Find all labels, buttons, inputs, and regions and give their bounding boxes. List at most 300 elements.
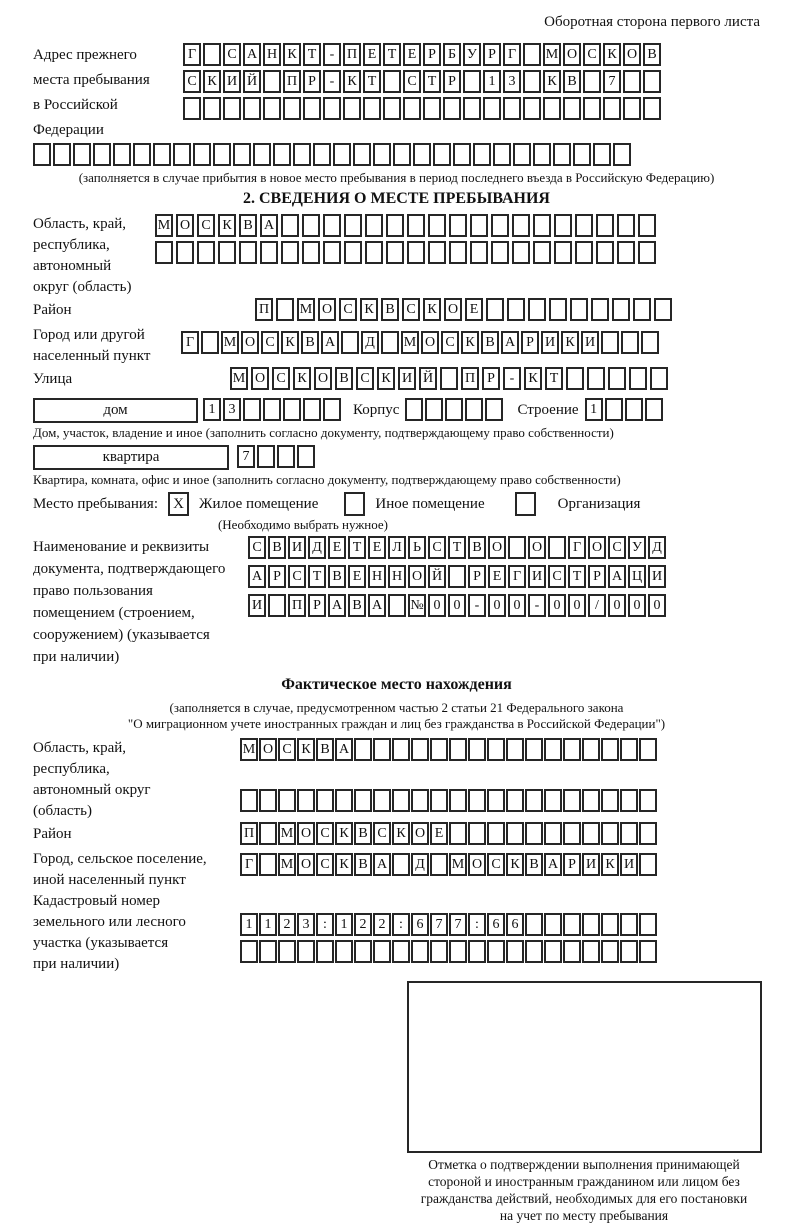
char-cell xyxy=(463,97,481,120)
fact-title: Фактическое место нахождения xyxy=(281,676,512,693)
char-cell xyxy=(620,940,638,963)
char-cell xyxy=(393,143,411,166)
char-cell xyxy=(543,97,561,120)
char-cell: О xyxy=(623,43,641,66)
char-cell xyxy=(507,298,525,321)
char-cell xyxy=(582,789,600,812)
kadastr-row-2 xyxy=(240,940,658,965)
char-cell xyxy=(503,97,521,120)
char-cell xyxy=(373,738,391,761)
char-cell xyxy=(259,789,277,812)
char-cell: Т xyxy=(308,565,326,588)
char-cell: : xyxy=(468,913,486,936)
char-cell xyxy=(583,70,601,93)
fact-rayon-row xyxy=(240,822,658,847)
char-cell xyxy=(468,789,486,812)
char-cell: 0 xyxy=(548,594,566,617)
char-cell xyxy=(273,143,291,166)
char-cell: В xyxy=(335,367,353,390)
char-cell: Р xyxy=(423,43,441,66)
char-cell xyxy=(303,97,321,120)
char-cell: 7 xyxy=(449,913,467,936)
char-cell xyxy=(403,97,421,120)
char-cell xyxy=(470,241,488,264)
char-cell xyxy=(354,738,372,761)
char-cell xyxy=(373,789,391,812)
label-line: при наличии) xyxy=(33,956,120,972)
char-cell xyxy=(430,789,448,812)
char-cell: М xyxy=(543,43,561,66)
char-cell xyxy=(268,594,286,617)
char-cell xyxy=(155,241,173,264)
char-cell: Р xyxy=(521,331,539,354)
char-cell xyxy=(381,331,399,354)
char-cell: И xyxy=(541,331,559,354)
char-cell xyxy=(293,143,311,166)
char-cell xyxy=(639,789,657,812)
char-cell: 1 xyxy=(203,398,221,421)
char-cell xyxy=(582,738,600,761)
char-cell: К xyxy=(281,331,299,354)
char-cell: 2 xyxy=(278,913,296,936)
char-cell: Р xyxy=(268,565,286,588)
char-cell: / xyxy=(588,594,606,617)
char-cell: Д xyxy=(648,536,666,559)
char-cell xyxy=(506,789,524,812)
char-cell: С xyxy=(583,43,601,66)
label-line: населенный пункт xyxy=(33,348,151,364)
char-cell xyxy=(263,398,281,421)
char-cell xyxy=(430,940,448,963)
char-cell xyxy=(411,738,429,761)
stroenie-cells xyxy=(585,398,665,423)
char-cell xyxy=(523,70,541,93)
char-cell xyxy=(323,214,341,237)
label-line: автономный xyxy=(33,258,112,274)
char-cell xyxy=(654,298,672,321)
char-cell: А xyxy=(335,738,353,761)
char-cell: 0 xyxy=(648,594,666,617)
fact-oblast-row-2 xyxy=(240,789,658,814)
char-cell xyxy=(33,143,51,166)
char-cell: Ц xyxy=(628,565,646,588)
char-cell xyxy=(405,398,423,421)
char-cell xyxy=(601,789,619,812)
char-cell xyxy=(525,940,543,963)
mesto-note: (Необходимо выбрать нужное) xyxy=(217,517,389,532)
char-cell xyxy=(621,331,639,354)
prev-address-block xyxy=(33,43,760,143)
char-cell: В xyxy=(301,331,319,354)
char-cell xyxy=(487,738,505,761)
char-cell: П xyxy=(240,822,258,845)
char-cell: 7 xyxy=(430,913,448,936)
mesto-label: Место пребывания: xyxy=(33,496,158,512)
char-cell: Е xyxy=(368,536,386,559)
char-cell xyxy=(283,97,301,120)
char-cell: 1 xyxy=(335,913,353,936)
char-cell: Е xyxy=(348,565,366,588)
char-cell: О xyxy=(408,565,426,588)
char-cell xyxy=(448,565,466,588)
char-cell xyxy=(554,241,572,264)
label-line: округ (область) xyxy=(33,279,132,295)
char-cell: К xyxy=(293,367,311,390)
label-line: иной населенный пункт xyxy=(33,872,186,888)
char-cell: 1 xyxy=(259,913,277,936)
char-cell: К xyxy=(283,43,301,66)
char-cell: О xyxy=(421,331,439,354)
char-cell: - xyxy=(323,43,341,66)
char-cell xyxy=(259,822,277,845)
char-cell: 0 xyxy=(508,594,526,617)
oblast-label xyxy=(33,214,155,298)
char-cell xyxy=(240,789,258,812)
char-cell: С xyxy=(487,853,505,876)
gorod-label xyxy=(33,325,181,367)
char-cell: О xyxy=(251,367,269,390)
char-cell xyxy=(257,445,275,468)
char-cell xyxy=(523,97,541,120)
oblast-rows xyxy=(155,214,659,268)
char-cell: С xyxy=(403,70,421,93)
prev-address-rows xyxy=(183,43,663,124)
char-cell xyxy=(508,536,526,559)
checkbox-organizatsiya xyxy=(515,492,536,516)
char-cell: И xyxy=(398,367,416,390)
char-cell: Е xyxy=(488,565,506,588)
char-cell xyxy=(548,536,566,559)
option-zhiloe-label: Жилое помещение xyxy=(199,496,319,512)
char-cell: В xyxy=(354,822,372,845)
char-cell xyxy=(297,940,315,963)
char-cell xyxy=(392,853,410,876)
char-cell xyxy=(506,940,524,963)
korpus-label: Корпус xyxy=(353,402,400,418)
char-cell xyxy=(523,43,541,66)
char-cell: С xyxy=(223,43,241,66)
char-cell: С xyxy=(608,536,626,559)
char-cell xyxy=(473,143,491,166)
char-cell xyxy=(487,940,505,963)
char-cell xyxy=(554,214,572,237)
char-cell xyxy=(506,822,524,845)
char-cell: Й xyxy=(419,367,437,390)
fact-oblast-rows xyxy=(240,738,658,816)
char-cell xyxy=(428,214,446,237)
char-cell: С xyxy=(316,822,334,845)
kvartira-block xyxy=(33,445,760,472)
char-cell xyxy=(638,214,656,237)
char-cell xyxy=(491,214,509,237)
char-cell: К xyxy=(343,70,361,93)
char-cell: С xyxy=(197,214,215,237)
fact-oblast-label xyxy=(33,738,240,822)
kvartira-box: квартира xyxy=(33,445,229,470)
char-cell xyxy=(365,241,383,264)
char-cell: К xyxy=(423,298,441,321)
char-cell xyxy=(259,853,277,876)
char-cell xyxy=(525,822,543,845)
char-cell: Й xyxy=(243,70,261,93)
label-line: право пользования xyxy=(33,583,153,599)
char-cell xyxy=(575,241,593,264)
char-cell xyxy=(383,97,401,120)
fact-gorod-block xyxy=(33,849,760,891)
page-side-note: Оборотная сторона первого листа xyxy=(544,14,760,30)
char-cell: 1 xyxy=(240,913,258,936)
char-cell: С xyxy=(356,367,374,390)
char-cell: О xyxy=(468,853,486,876)
char-cell xyxy=(641,331,659,354)
char-cell xyxy=(544,738,562,761)
char-cell: 0 xyxy=(568,594,586,617)
char-cell: И xyxy=(620,853,638,876)
char-cell xyxy=(544,940,562,963)
char-cell xyxy=(525,738,543,761)
char-cell: - xyxy=(503,367,521,390)
char-cell: И xyxy=(288,536,306,559)
stamp-area xyxy=(378,981,790,1224)
ulitsa-block xyxy=(33,367,760,394)
char-cell: 0 xyxy=(628,594,646,617)
char-cell xyxy=(259,940,277,963)
char-cell xyxy=(513,143,531,166)
char-cell xyxy=(341,331,359,354)
char-cell: О xyxy=(314,367,332,390)
oblast-row-2 xyxy=(155,241,659,266)
char-cell xyxy=(544,822,562,845)
char-cell xyxy=(601,940,619,963)
char-cell: Р xyxy=(482,367,500,390)
char-cell: Е xyxy=(403,43,421,66)
char-cell: О xyxy=(488,536,506,559)
rayon-label: Район xyxy=(33,302,72,318)
char-cell: И xyxy=(223,70,241,93)
char-cell: : xyxy=(392,913,410,936)
stamp-caption-line: на учет по месту пребывания xyxy=(499,1208,669,1223)
char-cell: 0 xyxy=(488,594,506,617)
dom-cells xyxy=(203,398,343,423)
char-cell: К xyxy=(461,331,479,354)
char-cell xyxy=(468,940,486,963)
char-cell xyxy=(354,789,372,812)
char-cell: В xyxy=(468,536,486,559)
char-cell: А xyxy=(243,43,261,66)
char-cell xyxy=(566,367,584,390)
char-cell xyxy=(277,445,295,468)
char-cell xyxy=(587,367,605,390)
char-cell xyxy=(449,940,467,963)
char-cell: П xyxy=(288,594,306,617)
korpus-cells xyxy=(405,398,505,423)
char-cell: У xyxy=(628,536,646,559)
char-cell xyxy=(263,97,281,120)
char-cell xyxy=(525,913,543,936)
section2-title: 2. СВЕДЕНИЯ О МЕСТЕ ПРЕБЫВАНИЯ xyxy=(243,190,550,207)
char-cell xyxy=(493,143,511,166)
char-cell xyxy=(563,789,581,812)
char-cell: Р xyxy=(483,43,501,66)
char-cell: И xyxy=(581,331,599,354)
char-cell xyxy=(373,940,391,963)
label-line: земельного или лесного xyxy=(33,914,186,930)
char-cell xyxy=(596,214,614,237)
char-cell xyxy=(443,97,461,120)
mesto-prebyvaniya-row xyxy=(33,492,760,516)
char-cell: : xyxy=(316,913,334,936)
char-cell: Т xyxy=(348,536,366,559)
char-cell: - xyxy=(468,594,486,617)
char-cell xyxy=(407,214,425,237)
char-cell: С xyxy=(548,565,566,588)
fact-oblast-row-1 xyxy=(240,738,658,763)
char-cell xyxy=(605,398,623,421)
char-cell: К xyxy=(392,822,410,845)
char-cell xyxy=(449,738,467,761)
char-cell xyxy=(563,940,581,963)
char-cell: М xyxy=(278,853,296,876)
char-cell xyxy=(388,594,406,617)
char-cell xyxy=(73,143,91,166)
ulitsa-label: Улица xyxy=(33,371,73,387)
char-cell xyxy=(583,97,601,120)
char-cell xyxy=(297,789,315,812)
char-cell xyxy=(549,298,567,321)
char-cell: Б xyxy=(443,43,461,66)
char-cell xyxy=(620,913,638,936)
char-cell xyxy=(463,70,481,93)
char-cell xyxy=(239,241,257,264)
char-cell: У xyxy=(463,43,481,66)
label-line: республика, xyxy=(33,761,110,777)
gorod-block xyxy=(33,325,760,367)
label-line: Федерации xyxy=(33,122,104,138)
char-cell xyxy=(449,822,467,845)
char-cell: И xyxy=(648,565,666,588)
char-cell xyxy=(53,143,71,166)
char-cell xyxy=(487,789,505,812)
char-cell: К xyxy=(297,738,315,761)
char-cell xyxy=(453,143,471,166)
char-cell xyxy=(392,738,410,761)
char-cell: М xyxy=(401,331,419,354)
char-cell: В xyxy=(525,853,543,876)
char-cell: Е xyxy=(363,43,381,66)
char-cell: М xyxy=(240,738,258,761)
char-cell xyxy=(243,398,261,421)
char-cell xyxy=(643,97,661,120)
char-cell xyxy=(433,143,451,166)
char-cell: Т xyxy=(568,565,586,588)
char-cell xyxy=(575,214,593,237)
prev-address-caption: (заполняется в случае прибытия в новое место пребывания в период последнего въезда в Российскую Федерацию) xyxy=(78,170,715,185)
char-cell: № xyxy=(408,594,426,617)
char-cell: К xyxy=(377,367,395,390)
char-cell: Н xyxy=(368,565,386,588)
doc-block xyxy=(33,536,760,668)
char-cell xyxy=(386,241,404,264)
char-cell: О xyxy=(563,43,581,66)
doc-row-3 xyxy=(248,594,668,619)
char-cell xyxy=(425,398,443,421)
char-cell: С xyxy=(339,298,357,321)
char-cell: М xyxy=(230,367,248,390)
stamp-caption-line: Отметка о подтверждении выполнения принимающей xyxy=(428,1157,740,1172)
char-cell xyxy=(617,241,635,264)
char-cell xyxy=(278,940,296,963)
char-cell: О xyxy=(259,738,277,761)
char-cell xyxy=(593,143,611,166)
char-cell xyxy=(582,822,600,845)
char-cell: 7 xyxy=(603,70,621,93)
char-cell xyxy=(413,143,431,166)
char-cell xyxy=(643,70,661,93)
kadastr-row-1 xyxy=(240,913,658,938)
char-cell xyxy=(638,241,656,264)
prev-address-label xyxy=(33,43,183,143)
char-cell: С xyxy=(272,367,290,390)
stroenie-label: Строение xyxy=(517,402,579,418)
char-cell xyxy=(240,940,258,963)
kadastr-block xyxy=(33,891,760,975)
char-cell xyxy=(582,913,600,936)
char-cell xyxy=(639,738,657,761)
char-cell: М xyxy=(155,214,173,237)
char-cell xyxy=(601,913,619,936)
char-cell xyxy=(430,853,448,876)
stamp-caption xyxy=(378,1156,790,1224)
char-cell: К xyxy=(603,43,621,66)
char-cell xyxy=(449,214,467,237)
char-cell: К xyxy=(218,214,236,237)
char-cell xyxy=(343,97,361,120)
char-cell xyxy=(470,214,488,237)
char-cell xyxy=(278,789,296,812)
char-cell: С xyxy=(248,536,266,559)
dom-caption: Дом, участок, владение и иное (заполнить согласно документу, подтверждающему право собственности) xyxy=(33,425,614,440)
char-cell xyxy=(392,940,410,963)
char-cell: П xyxy=(283,70,301,93)
oblast-block xyxy=(33,214,760,298)
char-cell xyxy=(183,97,201,120)
char-cell: С xyxy=(288,565,306,588)
char-cell xyxy=(623,70,641,93)
char-cell: О xyxy=(176,214,194,237)
label-line: в Российской xyxy=(33,97,118,113)
char-cell: 3 xyxy=(297,913,315,936)
label-line: Наименование и реквизиты xyxy=(33,539,210,555)
char-cell: А xyxy=(544,853,562,876)
char-cell: Т xyxy=(545,367,563,390)
label-line: помещением (строением, xyxy=(33,605,195,621)
kvartira-caption: Квартира, комната, офис и иное (заполнить согласно документу, подтверждающему право собственности) xyxy=(33,472,621,487)
prev-address-row-1 xyxy=(183,43,663,68)
char-cell: 6 xyxy=(487,913,505,936)
char-cell xyxy=(633,298,651,321)
char-cell: М xyxy=(297,298,315,321)
char-cell: 6 xyxy=(411,913,429,936)
char-cell xyxy=(570,298,588,321)
label-line: республика, xyxy=(33,237,110,253)
char-cell: К xyxy=(543,70,561,93)
stamp-caption-line: стороной и иностранным гражданином или лицом без xyxy=(428,1174,740,1189)
char-cell xyxy=(316,940,334,963)
label-line: при наличии) xyxy=(33,649,120,665)
char-cell xyxy=(344,241,362,264)
char-cell: В xyxy=(563,70,581,93)
char-cell xyxy=(601,822,619,845)
